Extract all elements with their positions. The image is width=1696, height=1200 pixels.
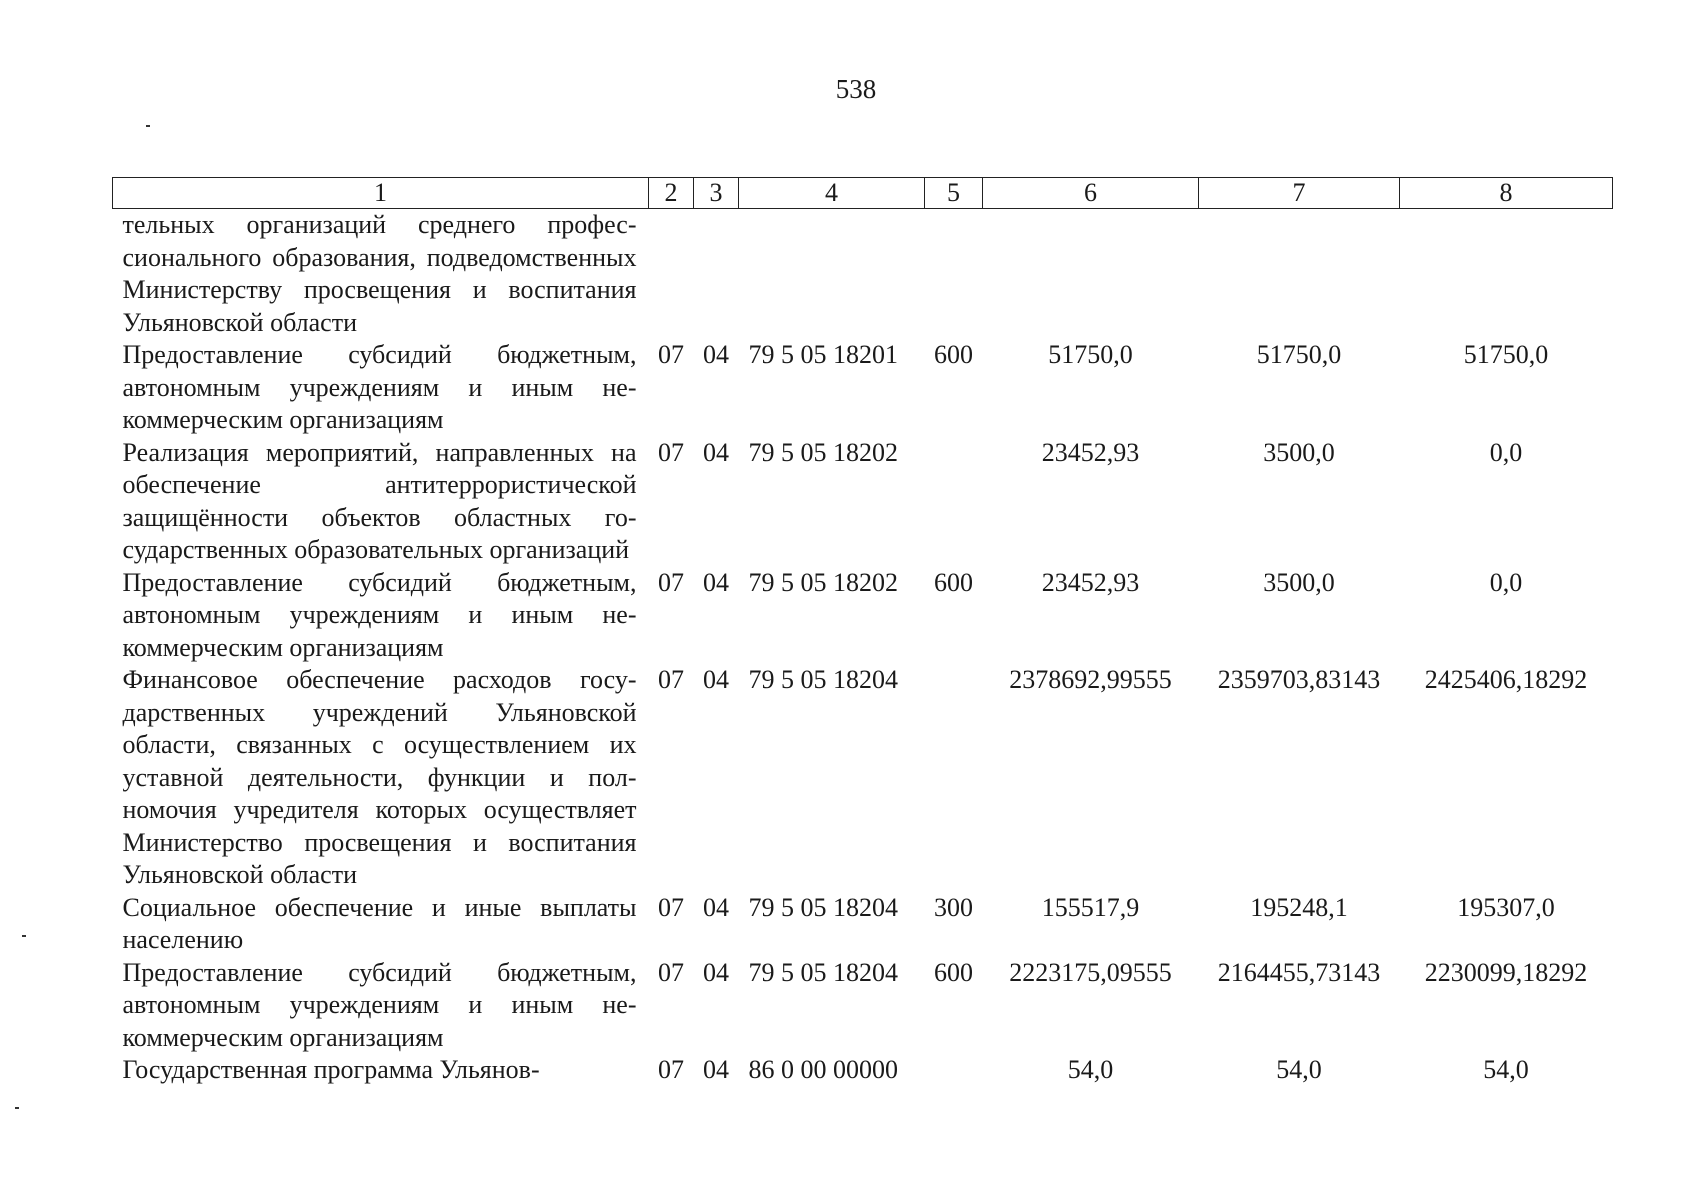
row-section: 07 (658, 1055, 684, 1084)
row-expense-type (925, 209, 983, 340)
row-amount-8: 54,0 (1483, 1055, 1529, 1084)
table-row (113, 892, 1613, 957)
row-section (649, 209, 694, 340)
budget-table (112, 177, 1613, 1087)
row-description: Предоставление субсидий бюджетным, автономным учреждениям и иным некоммерческим организациям (122, 567, 637, 662)
row-target-code: 79 5 05 18201 (748, 340, 898, 369)
col-header-2: 2 (649, 178, 694, 209)
row-amount-8: 51750,0 (1463, 340, 1549, 369)
col-header-6: 6 (983, 178, 1199, 209)
row-expense-type: 600 (934, 567, 973, 597)
row-amount-7 (1199, 209, 1400, 340)
row-amount-7: 2164455,73143 (1217, 957, 1381, 987)
row-subsection: 04 (703, 892, 729, 922)
row-amount-6: 51750,0 (1048, 340, 1133, 369)
col-header-7: 7 (1199, 178, 1400, 209)
row-amount-7: 3500,0 (1263, 437, 1335, 467)
row-expense-type (925, 437, 983, 567)
row-section: 07 (658, 437, 684, 467)
table-row (113, 664, 1613, 892)
row-amount-6: 2223175,09555 (1009, 957, 1172, 987)
col-header-1: 1 (113, 178, 649, 209)
row-description: Предоставление субсидий бюджетным, автономным учреждениям и иным некоммерческим организациям (122, 340, 637, 434)
row-target-code: 79 5 05 18204 (748, 957, 898, 987)
row-description: Социальное обеспечение и иные выплаты населению (122, 892, 637, 954)
row-description: Финансовое обеспечение расходов государственных учреждений Ульяновской области, связанных с осуществлением их уставной деятельности, функции и полномочия учредителя которых осуществляет Министерство просвещения и воспитания Ульяновской области (122, 665, 637, 889)
row-target-code: 79 5 05 18204 (748, 892, 898, 922)
header-row (113, 178, 1613, 209)
row-target-code: 79 5 05 18204 (748, 665, 898, 694)
row-amount-6: 23452,93 (1041, 437, 1140, 467)
row-section: 07 (658, 892, 684, 922)
row-target-code: 86 0 00 00000 (748, 1055, 898, 1084)
row-amount-6: 23452,93 (1041, 567, 1140, 597)
row-expense-type: 600 (934, 340, 973, 369)
row-subsection: 04 (703, 665, 729, 694)
row-amount-7: 3500,0 (1263, 567, 1335, 597)
row-subsection: 04 (703, 437, 729, 467)
table-row (113, 567, 1613, 665)
row-amount-8: 2230099,18292 (1424, 957, 1588, 987)
row-amount-6: 155517,9 (1041, 892, 1140, 922)
table-row (113, 957, 1613, 1055)
scan-mark (15, 1107, 19, 1109)
row-amount-8: 195307,0 (1457, 892, 1555, 922)
col-header-8: 8 (1400, 178, 1613, 209)
row-section: 07 (658, 567, 684, 597)
row-amount-8: 0,0 (1489, 437, 1523, 467)
row-subsection: 04 (703, 567, 729, 597)
row-amount-6: 54,0 (1067, 1055, 1114, 1084)
row-amount-7: 54,0 (1276, 1055, 1322, 1084)
row-amount-7: 195248,1 (1250, 892, 1348, 922)
row-expense-type (925, 1054, 983, 1087)
row-section: 07 (658, 340, 684, 369)
row-amount-8 (1400, 209, 1613, 340)
row-description: Государственная программа Ульянов- (122, 1055, 540, 1084)
table-row (113, 209, 1613, 340)
col-header-5: 5 (925, 178, 983, 209)
row-expense-type: 600 (934, 957, 973, 987)
row-target-code (739, 209, 925, 340)
table-row (113, 339, 1613, 437)
row-target-code: 79 5 05 18202 (748, 437, 898, 467)
table-row (113, 437, 1613, 567)
row-amount-8: 0,0 (1489, 567, 1523, 597)
scan-mark (22, 935, 26, 937)
row-expense-type (925, 664, 983, 892)
row-amount-6: 2378692,99555 (1009, 665, 1172, 694)
row-section: 07 (658, 665, 684, 694)
row-amount-6 (983, 209, 1199, 340)
row-section: 07 (658, 957, 684, 987)
row-amount-7: 2359703,83143 (1217, 665, 1381, 694)
row-description: тельных организаций среднего профессионального образования, подведомственных Министерству просвещения и воспитания Ульяновской области (122, 210, 637, 337)
scan-mark (146, 125, 150, 127)
row-expense-type: 300 (934, 892, 973, 922)
row-description: Предоставление субсидий бюджетным, автономным учреждениям и иным некоммерческим организациям (122, 957, 637, 1052)
row-subsection: 04 (703, 1055, 729, 1084)
row-amount-7: 51750,0 (1256, 340, 1342, 369)
row-subsection: 04 (703, 340, 729, 369)
row-description: Реализация мероприятий, направленных на обеспечение антитеррористической защищённости объектов областных государственных образовательных организаций (122, 437, 637, 564)
row-target-code: 79 5 05 18202 (748, 567, 898, 597)
row-amount-8: 2425406,18292 (1424, 665, 1588, 694)
col-header-3: 3 (694, 178, 739, 209)
row-subsection: 04 (703, 957, 729, 987)
table-row (113, 1054, 1613, 1087)
row-subsection (694, 209, 739, 340)
col-header-4: 4 (739, 178, 925, 209)
page-number: 538 (835, 74, 877, 104)
